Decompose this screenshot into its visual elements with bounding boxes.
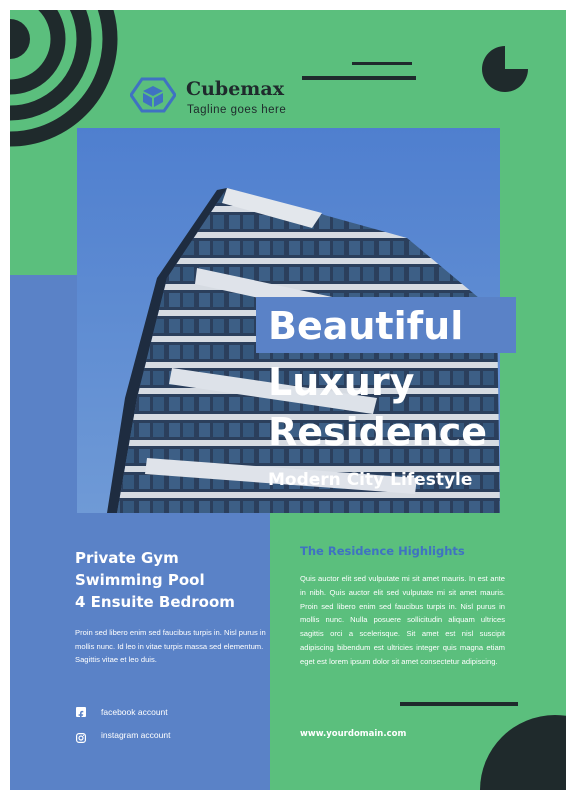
decorative-bar xyxy=(302,76,416,80)
feature-item: Swimming Pool xyxy=(75,571,205,589)
instagram-icon xyxy=(76,730,86,740)
highlights-body-text: Quis auctor elit sed vulputate mi sit amet mauris. In est ante in nibh. Quis auctor elit sed vulputate mi sit amet mauris. Proin sed libero enim sed faucibus turpis in. Nisl purus in mollis nunc. Nulla posuere sollicitudin aliquam ultrices sagittis orci a scelerisque. Sit amet est nisl suscipit adipiscing bibendum est ultricies integer quis magna etiam eget est lorem ipsum dolor sit amet consectetur adipiscing. xyxy=(300,574,505,666)
headline-line-1: Beautiful xyxy=(268,304,464,348)
left-body-text: Proin sed libero enim sed faucibus turpis in. Nisl purus in mollis nunc. Id leo in vitae turpis massa sed elementum. Sagittis vitae et leo duis. xyxy=(75,628,266,664)
headline-line-2: Luxury xyxy=(268,360,415,404)
corner-circle-decoration xyxy=(480,715,566,790)
facebook-account-label: facebook account xyxy=(101,707,168,717)
poster xyxy=(10,10,566,790)
decorative-bar xyxy=(400,702,518,706)
brand-name: Cubemax xyxy=(186,78,285,100)
brand-tagline: Tagline goes here xyxy=(187,104,287,116)
subheadline: Modern City Lifestyle xyxy=(268,470,473,490)
feature-item: 4 Ensuite Bedroom xyxy=(75,593,235,611)
highlights-title: The Residence Highlights xyxy=(300,544,465,558)
decorative-bar xyxy=(352,62,412,65)
website-link[interactable]: www.yourdomain.com xyxy=(300,729,407,739)
headline-line-3: Residence xyxy=(268,410,488,454)
feature-item: Private Gym xyxy=(75,549,179,567)
instagram-account-label: instagram account xyxy=(101,730,171,740)
pie-shape-decoration xyxy=(482,46,528,92)
cube-icon xyxy=(130,76,176,114)
facebook-icon xyxy=(76,707,86,717)
